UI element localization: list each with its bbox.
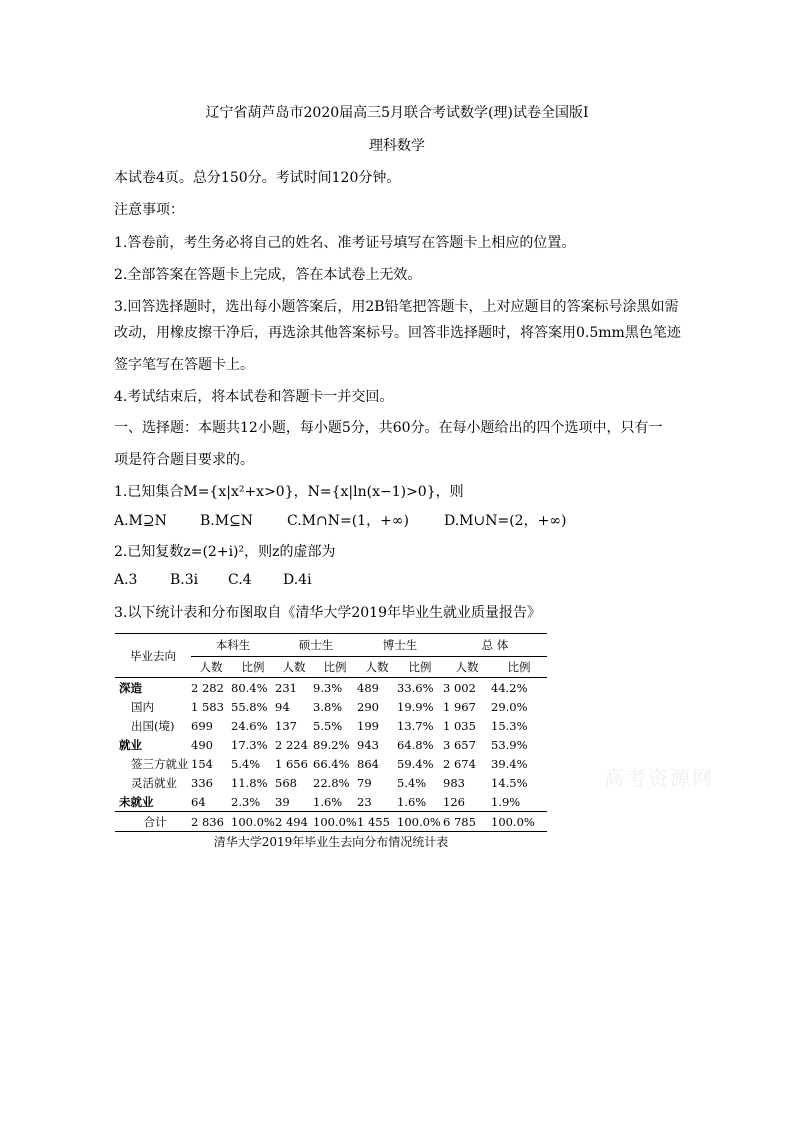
table-cell: 5.5% xyxy=(313,718,343,733)
option-a: A.3 xyxy=(114,572,138,588)
table-cell: 336 xyxy=(191,775,213,790)
table-cell: 568 xyxy=(275,775,297,790)
option-d: D.M∪N=(2，+∞) xyxy=(444,513,567,529)
table-row xyxy=(115,697,547,716)
table-row xyxy=(115,735,547,754)
table-cell: 59.4% xyxy=(397,756,434,771)
table-cell: 864 xyxy=(357,756,379,771)
table-cell: 9.3% xyxy=(313,680,343,695)
notice-item: 3.回答选择题时，选出每小题答案后，用2B铅笔把答题卡，上对应题目的答案标号涂黑如需 xyxy=(114,299,679,315)
watermark: 高考资源网 xyxy=(604,766,714,790)
table-cell: 5.4% xyxy=(231,756,261,771)
table-cell: 231 xyxy=(275,680,297,695)
table-header-row xyxy=(115,634,547,657)
column-header: 比例 xyxy=(313,657,357,678)
table-cell: 100.0% xyxy=(231,812,275,832)
notice-item: 改动，用橡皮擦干净后，再选涂其他答案标号。回答非选择题时，将答案用0.5mm黑色笔迹 xyxy=(114,325,681,341)
section-heading: 一、选择题：本题共12小题，每小题5分，共60分。在每小题给出的四个选项中，只有一 xyxy=(114,420,663,436)
table-cell: 39 xyxy=(275,794,290,809)
table-cell: 5.4% xyxy=(397,775,427,790)
table-cell: 33.6% xyxy=(397,680,434,695)
group-header: 博士生 xyxy=(357,634,443,657)
table-cell: 199 xyxy=(357,718,379,733)
table-cell: 699 xyxy=(191,718,213,733)
table-cell: 100.0% xyxy=(313,812,357,832)
table-cell: 23 xyxy=(357,794,372,809)
group-header: 硕士生 xyxy=(275,634,357,657)
row-label: 未就业 xyxy=(119,794,154,809)
table-cell: 1 035 xyxy=(443,718,476,733)
table-cell: 2 674 xyxy=(443,756,476,771)
table-cell: 11.8% xyxy=(231,775,268,790)
table-cell: 6 785 xyxy=(443,812,491,832)
table-cell: 39.4% xyxy=(491,756,528,771)
row-label: 出国(境) xyxy=(131,718,175,733)
table-cell: 3 002 xyxy=(443,680,476,695)
table-cell: 2 494 xyxy=(275,812,313,832)
notice-item: 4.考试结束后，将本试卷和答题卡一并交回。 xyxy=(114,389,394,405)
table-cell: 19.9% xyxy=(397,699,434,714)
table-cell: 1.6% xyxy=(313,794,343,809)
table-cell: 1 455 xyxy=(357,812,397,832)
table-cell: 490 xyxy=(191,737,213,752)
section-heading-cont: 项是符合题目要求的。 xyxy=(114,452,254,468)
table-cell: 2 224 xyxy=(275,737,308,752)
table-cell: 89.2% xyxy=(313,737,350,752)
row-label: 就业 xyxy=(119,737,142,752)
column-header: 比例 xyxy=(491,657,547,678)
option-a: A.M⊇N xyxy=(114,513,167,529)
table-cell: 64.8% xyxy=(397,737,434,752)
table-cell: 100.0% xyxy=(397,812,443,832)
column-header: 人数 xyxy=(275,657,313,678)
table-cell: 44.2% xyxy=(491,680,528,695)
table-cell: 14.5% xyxy=(491,775,528,790)
option-c: C.M∩N=(1，+∞) xyxy=(287,513,409,529)
table-cell: 29.0% xyxy=(491,699,528,714)
table-cell: 13.7% xyxy=(397,718,434,733)
option-d: D.4i xyxy=(283,572,312,588)
table-cell: 79 xyxy=(357,775,372,790)
table-cell: 80.4% xyxy=(231,680,268,695)
question-1-stem: 1.已知集合M={x|x²+x>0}，N={x|ln(x−1)>0}，则 xyxy=(114,484,464,500)
table-cell: 3 657 xyxy=(443,737,476,752)
question-2-stem: 2.已知复数z=(2+i)²，则z的虚部为 xyxy=(114,544,336,560)
table-cell: 943 xyxy=(357,737,379,752)
table-cell: 126 xyxy=(443,794,465,809)
exam-title: 辽宁省葫芦岛市2020届高三5月联合考试数学(理)试卷全国版I xyxy=(205,105,589,121)
table-cell: 2.3% xyxy=(231,794,261,809)
table-cell: 1 656 xyxy=(275,756,308,771)
row-label: 合计 xyxy=(115,812,191,832)
option-c: C.4 xyxy=(228,572,252,588)
column-header: 人数 xyxy=(357,657,397,678)
option-b: B.M⊆N xyxy=(200,513,254,529)
subject-title: 理科数学 xyxy=(369,138,425,154)
table-cell: 137 xyxy=(275,718,297,733)
table-caption: 清华大学2019年毕业生去向分布情况统计表 xyxy=(213,835,449,849)
table-cell: 22.8% xyxy=(313,775,350,790)
notice-item: 2.全部答案在答题卡上完成，答在本试卷上无效。 xyxy=(114,267,422,283)
notice-item: 1.答卷前，考生务必将自己的姓名、准考证号填写在答题卡上相应的位置。 xyxy=(114,235,576,251)
question-3-stem: 3.以下统计表和分布图取自《清华大学2019年毕业生就业质量报告》 xyxy=(114,605,541,621)
table-cell: 1 967 xyxy=(443,699,476,714)
question-2-options xyxy=(114,572,312,588)
table-row xyxy=(115,773,547,792)
table-cell: 290 xyxy=(357,699,379,714)
column-header: 人数 xyxy=(191,657,231,678)
table-cell: 100.0% xyxy=(491,812,547,832)
table-cell: 66.4% xyxy=(313,756,350,771)
table-cell: 64 xyxy=(191,794,206,809)
row-label: 灵活就业 xyxy=(131,775,177,790)
notice-heading: 注意事项： xyxy=(114,202,184,218)
table-cell: 17.3% xyxy=(231,737,268,752)
table-row xyxy=(115,792,547,812)
table-cell: 983 xyxy=(443,775,465,790)
question-1-options xyxy=(114,510,566,530)
table-cell: 53.9% xyxy=(491,737,528,752)
table-cell: 3.8% xyxy=(313,699,343,714)
exam-intro: 本试卷4页。总分150分。考试时间120分钟。 xyxy=(114,170,401,186)
table-cell: 1.9% xyxy=(491,794,521,809)
row-label: 国内 xyxy=(131,699,154,714)
employment-stats-table xyxy=(115,633,547,832)
table-cell: 94 xyxy=(275,699,290,714)
table-cell: 24.6% xyxy=(231,718,268,733)
table-total-row xyxy=(115,812,547,832)
table-cell: 55.8% xyxy=(231,699,268,714)
table-cell: 489 xyxy=(357,680,379,695)
table-cell: 154 xyxy=(191,756,213,771)
table-cell: 1.6% xyxy=(397,794,427,809)
table-cell: 1 583 xyxy=(191,699,224,714)
table-corner-header: 毕业去向 xyxy=(115,634,191,678)
table-cell: 15.3% xyxy=(491,718,528,733)
table-row xyxy=(115,754,547,773)
column-header: 比例 xyxy=(231,657,275,678)
option-b: B.3i xyxy=(170,572,199,588)
notice-item: 签字笔写在答题卡上。 xyxy=(114,357,254,373)
column-header: 比例 xyxy=(397,657,443,678)
row-label: 深造 xyxy=(119,680,142,695)
table-row xyxy=(115,716,547,735)
table-cell: 2 836 xyxy=(191,812,231,832)
table-row xyxy=(115,678,547,698)
group-header: 本科生 xyxy=(191,634,275,657)
table-cell: 2 282 xyxy=(191,680,224,695)
group-header: 总 体 xyxy=(443,634,547,657)
row-label: 签三方就业 xyxy=(131,756,189,771)
column-header: 人数 xyxy=(443,657,491,678)
